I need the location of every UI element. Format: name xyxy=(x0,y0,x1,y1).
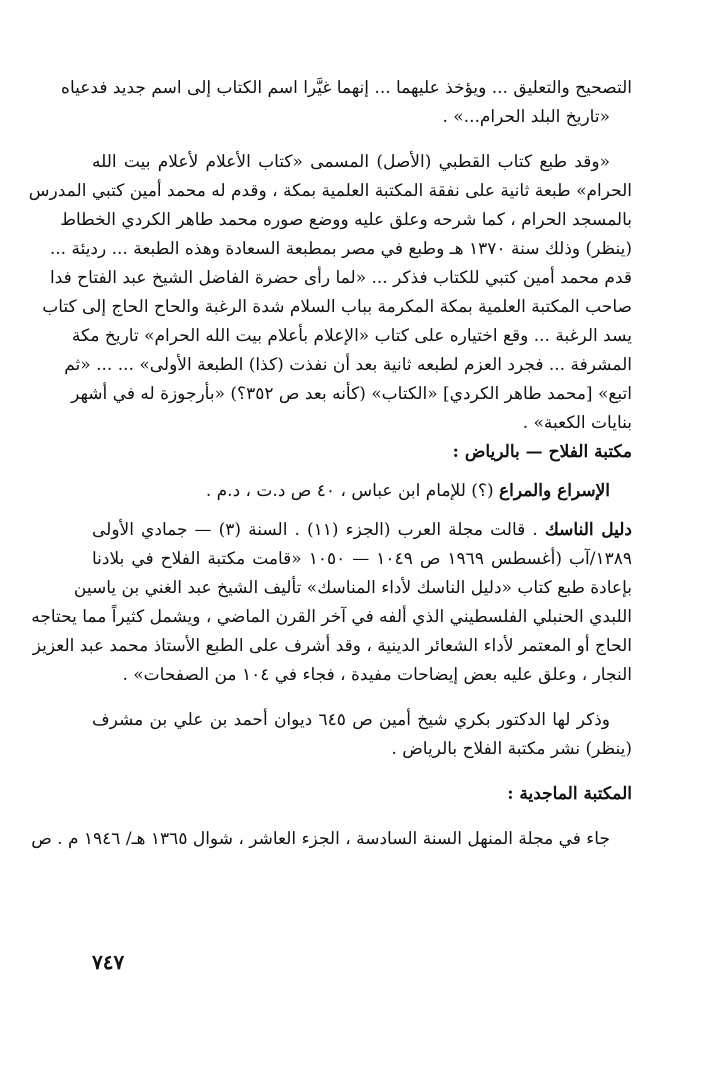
entry-first-line xyxy=(92,516,632,545)
entry-title: الإسراع والمراع xyxy=(498,481,610,501)
text-line: بنايات الكعبة» . xyxy=(522,413,632,433)
paragraph-2 xyxy=(28,148,632,438)
text-line: اتبع» [محمد طاهر الكردي] «الكتاب» (كأنه بعد ص ٣٥٢؟) «بأرجوزة له في أشهر xyxy=(71,384,632,404)
text-line: المشرفة ... فجرد العزم لطبعه ثانية بعد أن نفذت (كذا) الطبعة الأولى» ... ... «ثم xyxy=(64,355,632,375)
entry-text: . قالت مجلة العرب (الجزء (١١) . السنة (٣) — جمادي الأولى xyxy=(92,520,545,540)
entry-title: دليل الناسك xyxy=(544,520,632,540)
text-line: (ينظر) نشر مكتبة الفلاح بالرياض . xyxy=(391,739,632,759)
text-line: «وقد طبع كتاب القطبي (الأصل) المسمى «كتاب الأعلام لأعلام بيت الله xyxy=(92,152,610,172)
page-body xyxy=(28,74,632,854)
text-line: بإعادة طبع كتاب «دليل الناسك لأداء المناسك» تأليف الشيخ عبد الغني بن ياسين xyxy=(73,578,632,598)
text-line: قدم محمد أمين كتبي للكتاب فذكر ... «لما رأى حضرة الفاضل الشيخ عبد الفتاح فدا xyxy=(49,268,632,288)
section-heading-majidiya: المكتبة الماجدية : xyxy=(507,784,632,804)
text-line: الحرام» طبعة ثانية على نفقة المكتبة العلمية بمكة ، وقدم له محمد أمين كتبي المدرس xyxy=(28,181,632,201)
entry-text: (؟) للإمام ابن عباس ، ٤٠ ص د.ت ، د.م . xyxy=(205,481,499,501)
page-number: ٧٤٧ xyxy=(92,950,125,974)
text-line: ١٣٨٩/آب (أغسطس ١٩٦٩ ص ١٠٤٩ — ١٠٥٠ «قامت مكتبة الفلاح في بلادنا xyxy=(92,549,632,569)
text-line: «تاريخ البلد الحرام...» . xyxy=(442,107,610,127)
text-line: يسد الرغبة ... وقع اختياره على كتاب «الإعلام بأعلام بيت الله الحرام» تاريخ مكة xyxy=(71,326,632,346)
text-line: التصحيح والتعليق ... ويؤخذ عليهما ... إنهما غيَّرا اسم الكتاب إلى اسم جديد فدعياه xyxy=(61,78,632,98)
section-heading-falah: مكتبة الفلاح — بالرياض : xyxy=(452,442,632,462)
paragraph-4 xyxy=(31,825,632,854)
entry-dalil-alnasik xyxy=(31,516,632,690)
text-line: اللبدي الحنبلي الفلسطيني الذي ألفه في آخر القرن الماضي ، ويشمل كثيراً مما يحتاجه xyxy=(31,607,632,627)
text-line: النجار ، وعلق عليه بعض إيضاحات مفيدة ، فجاء في ١٠٤ من الصفحات» . xyxy=(122,665,632,685)
text-line: جاء في مجلة المنهل السنة السادسة ، الجزء العاشر ، شوال ١٣٦٥ هـ/ ١٩٤٦ م . ص xyxy=(31,829,610,849)
text-line: بالمسجد الحرام ، كما شرحه وعلق عليه ووضع صوره محمد طاهر الكردي الخطاط xyxy=(60,210,632,230)
text-line: وذكر لها الدكتور بكري شيخ أمين ص ٦٤٥ ديوان أحمد بن علي بن مشرف xyxy=(92,710,611,730)
paragraph-1 xyxy=(61,74,632,132)
text-line: (ينظر) وذلك سنة ١٣٧٠ هـ وطبع في مصر بمطبعة السعادة وهذه الطبعة ... رديئة ... xyxy=(49,239,632,259)
paragraph-3 xyxy=(92,706,632,764)
text-line: الحاج أو المعتمر لأداء الشعائر الدينية ، وقد أشرف على الطبع الأستاذ محمد عبد العزيز xyxy=(32,636,632,656)
entry-israa xyxy=(92,477,632,506)
text-line: صاحب المكتبة العلمية بمكة المكرمة بباب السلام شدة الرغبة والحاح الحاج إلى كتاب xyxy=(42,297,632,317)
